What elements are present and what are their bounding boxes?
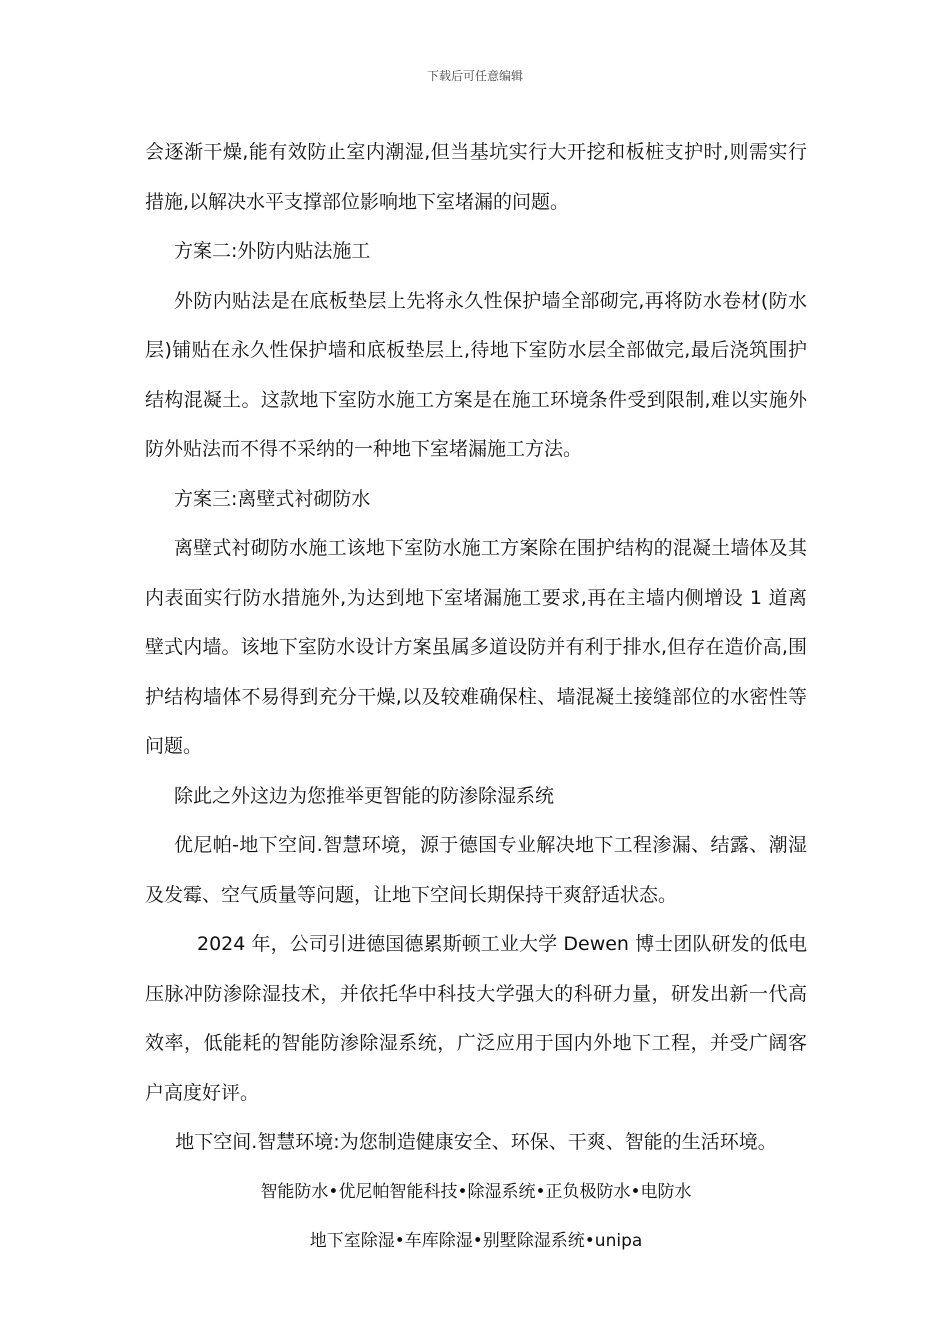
paragraph-company-intro: 优尼帕-地下空间.智慧环境，源于德国专业解决地下工程渗漏、结露、潮湿及发霉、空气质量等问题，让地下空间长期保持干爽舒适状态。 xyxy=(145,834,807,906)
page-header-note: 下载后可任意编辑 xyxy=(426,69,523,83)
paragraph-plan-3: 离壁式衬砌防水施工该地下室防水施工方案除在围护结构的混凝土墙体及其内表面实行防水措施外,为达到地下室堵漏施工要求,再在主墙内侧增设 1 道离壁式内墙。该地下室防水设计方案虽属多道设防并有利于排水,但存在造价高,围护结构墙体不易得到充分干燥,以及较难确保柱、墙混凝土接缝部位的水密性等问题。 xyxy=(145,537,807,757)
paragraph-company-history: 2024 年，公司引进德国德累斯顿工业大学 Dewen 博士团队研发的低电压脉冲防渗除湿技术，并依托华中科技大学强大的科研力量，研发出新一代高效率，低能耗的智能防渗除湿系统，广泛应用于国内外地下工程，并受广阔客户高度好评。 xyxy=(145,933,807,1104)
paragraph-recommendation: 除此之外这边为您推举更智能的防渗除湿系统 xyxy=(174,784,555,807)
keyword-tags-line-1: 智能防水•优尼帕智能科技•除湿系统•正负极防水•电防水 xyxy=(260,1181,692,1202)
slogan: 地下空间.智慧环境:为您制造健康安全、环保、干爽、智能的生活环境。 xyxy=(175,1131,777,1153)
keyword-tags-line-2: 地下室除湿•车库除湿•别墅除湿系统•unipa xyxy=(309,1231,643,1251)
document-body xyxy=(145,128,807,1267)
paragraph-intro: 会逐渐干燥,能有效防止室内潮湿,但当基坑实行大开挖和板桩支护时,则需实行措施,以解决水平支撑部位影响地下室堵漏的问题。 xyxy=(145,141,807,213)
section-heading-plan-3: 方案三:离壁式衬砌防水 xyxy=(174,487,371,510)
section-heading-plan-2: 方案二:外防内贴法施工 xyxy=(174,240,371,262)
paragraph-plan-2: 外防内贴法是在底板垫层上先将永久性保护墙全部砌完,再将防水卷材(防水层)铺贴在永久性保护墙和底板垫层上,待地下室防水层全部做完,最后浇筑围护结构混凝土。这款地下室防水施工方案是在施工环境条件受到限制,难以实施外防外贴法而不得不采纳的一种地下室堵漏施工方法。 xyxy=(145,289,807,460)
